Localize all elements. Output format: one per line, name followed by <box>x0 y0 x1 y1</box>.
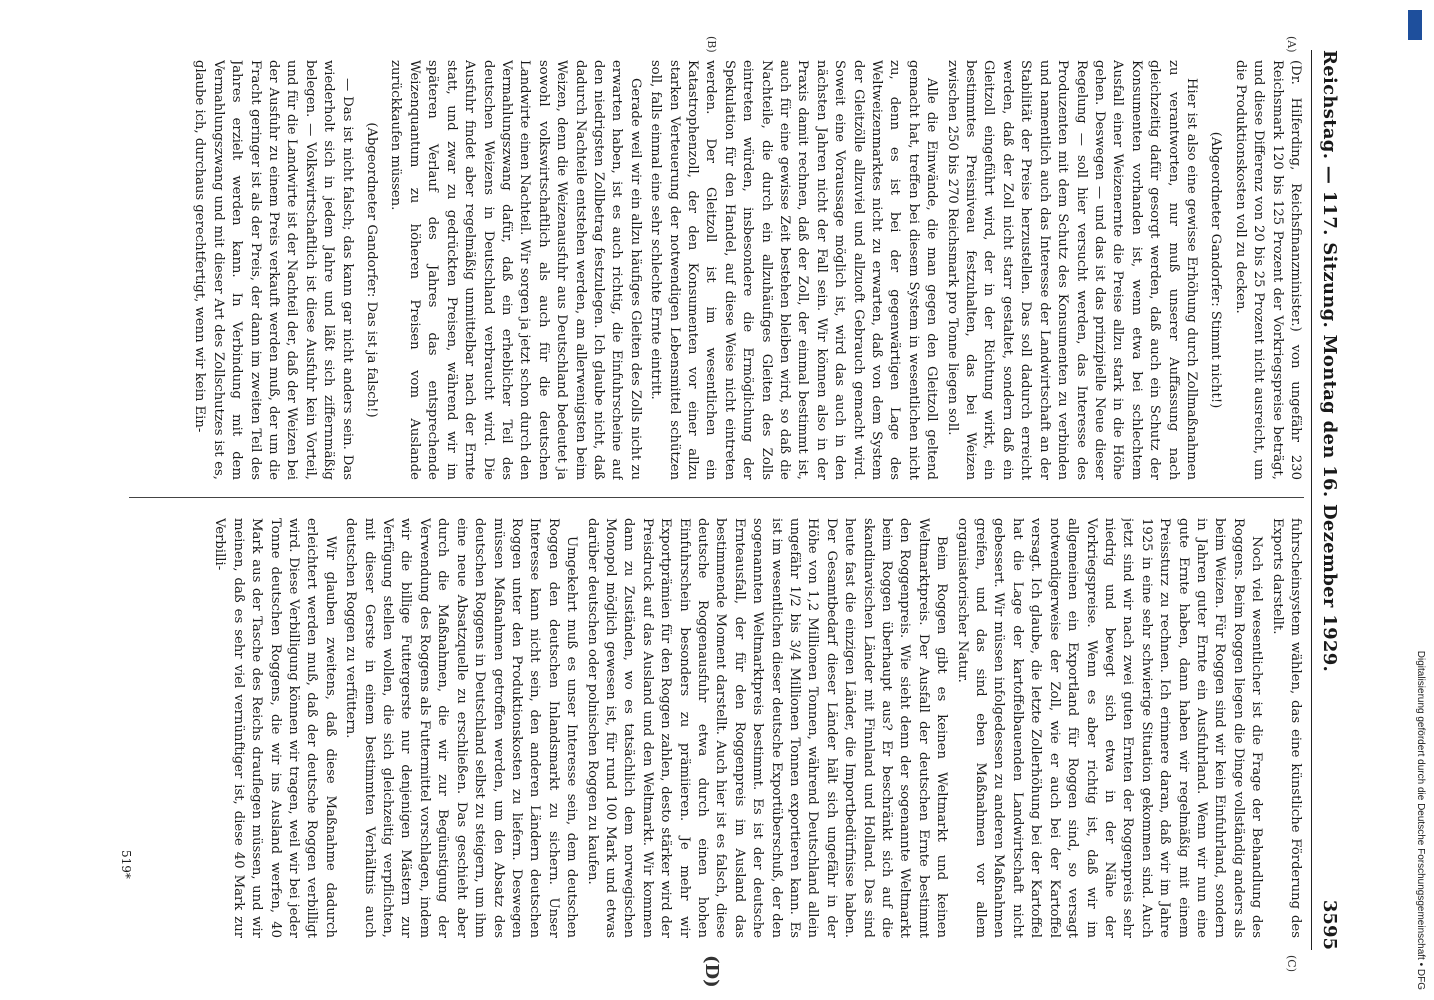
right-text-column <box>109 518 1304 938</box>
dfg-sidebar <box>1400 10 1430 990</box>
paragraph: Gerade weil wir ein allzu häufiges Gleiten des Zolls nicht zu erwarten haben, ist es auch richtig, die Einfuhrscheine auf den niedrigsten Zollbetrag festzulegen. Ich glaube nicht, daß dadurch Nachteile entstehen werden, am allerwenigsten beim Weizen, denn die Weizenausfuhr aus Deutschland bedeutet ja sowohl volkswirtschaftlich als auch für die deutschen Landwirte einen Nachteil. Wir sorgen ja jetzt schon durch den Vermahlungszwang dafür, daß ein erheblicher Teil des deutschen Weizens in Deutschland verbraucht wird. Die Ausfuhr findet aber regelmäßig unmittelbar nach der Ernte statt, und zwar zu gedrückten Preisen, während wir im späteren Verlauf des Jahres das entsprechende Weizenquantum zu höheren Preisen vom Auslande zurückkaufen müssen. <box>388 60 643 480</box>
left-text-column <box>109 60 1304 480</box>
paragraph: (Dr. Hilferding, Reichsfinanzminister.) von ungefähr 230 Reichsmark 120 bis 125 Prozent der Vorkriegspreise beträgt, und diese Differenz von 20 bis 25 Prozent nicht ausreicht, um die Produktionskosten voll zu decken. <box>1232 60 1303 480</box>
header-page-number: 3595 <box>1319 899 1340 950</box>
signature-mark: 519* <box>119 850 133 879</box>
paragraph: — Das ist nicht falsch; das kann gar nicht anders sein. Das wiederholt sich in jedem Jahre und läßt sich ziffernmäßig belegen. — Volkswirtschaftlich ist diese Ausfuhr kein Vorteil, und für die Landwirte ist der Nachteil der, daß der Weizen bei der Ausfuhr zu einem Preis verkauft werden muß, der um die Fracht geringer ist als der Preis, der dann im zweiten Teil des Jahres erzielt werden kann. In Verbindung mit dem Vermahlungszwang und mit dieser Art des Zollschutzes ist es, glaube ich, durchaus gerechtfertigt, wenn wir kein Ein- <box>192 60 355 480</box>
paragraph: fuhrscheinsystem wählen, das eine künstliche Förderung des Exports darstellt. <box>1269 518 1303 938</box>
paragraph: Umgekehrt muß es unser Interesse sein, dem deutschen Roggen den deutschen Inlandsmarkt zu sichern. Unser Interesse kann nicht sein, den anderen Ländern deutschen Roggen unter den Produktionskosten zu liefern. Deswegen müssen Maßnahmen getroffen werden, um den Absatz des deutschen Roggens in Deutschland selbst zu steigern, um ihm eine neue Absatzquelle zu erschließen. Das geschieht aber durch die Maßnahmen, die wir zur Begünstigung der Verwendung des Roggens als Futtermittel vorschlagen, indem wir die billige Futtergerste nur denjenigen Mästern zur Verfügung stellen wollen, die sich gleichzeitig verpflichten, mit dieser Gerste in einem bestimmten Verhältnis auch deutschen Roggen zu verfüttern. <box>343 518 580 938</box>
header-title: Reichstag. — 117. Sitzung. Montag den 16. Dezember 1929. <box>1319 50 1340 673</box>
margin-marker-b: (B) <box>705 36 718 53</box>
paragraph: Alle die Einwände, die man gegen den Gleitzoll geltend gemacht hat, treffen bei diesem System in wesentlichen nicht zu, denn es ist bei der gegenwärtigen Lage des Weltweizenmarktes nicht zu erwarten, daß von dem System der Gleitzölle allzuviel und allzuoft Gebrauch gemacht wird. Soweit eine Voraussage möglich ist, wird das auch in den nächsten Jahren nicht der Fall sein. Wir können also in der Praxis damit rechnen, daß der Zoll, der einmal bestimmt ist, auch für eine gewisse Zeit bestehen bleiben wird, so daß die Nachteile, die durch ein allzuhäufiges Gleiten des Zolls eintreten würden, insbesondere die Ermöglichung der Spekulation für den Handel, auf diese Weise nicht eintreten werden. Der Gleitzoll ist im wesentlichen ein Katastrophenzoll, der den Konsumenten vor einer allzu starken Verteuerung der notwendigen Lebensmittel schützen soll, falls einmal eine sehr schlechte Ernte eintritt. <box>648 60 940 480</box>
interjection: (Abgeordneter Gandorfer: Das ist ja falsch!) <box>364 122 380 418</box>
column-divider <box>129 497 1304 498</box>
paragraph: Wir glauben zweitens, daß diese Maßnahme dadurch erleichtert werden muß, daß der deutsche Roggen verbilligt wird. Diese Verbilligung können wir tragen, weil wir bei jeder Tonne deutschen Roggens, die wir ins Ausland werfen, 40 Mark aus der Tasche des Reichs drauflegen müssen, und wir meinen, daß es sehr viel vernünftiger ist, diese 40 Mark zur Verbilli- <box>212 518 338 938</box>
margin-marker-c: (C) <box>1285 955 1298 972</box>
page-header <box>1311 50 1340 950</box>
paragraph: Noch viel wesentlicher ist die Frage der Behandlung des Roggens. Beim Roggen liegen die Dinge vollständig anders als beim Weizen. Für Roggen sind wir kein Einfuhrland, sondern in Jahren guter Ernte ein Ausfuhrland. Wenn wir nun eine gute Ernte haben, dann haben wir regelmäßig mit einem Preissturz zu rechnen. Ich erinnere daran, daß wir im Jahre 1925 in eine sehr schwierige Situation gekommen sind. Auch jetzt sind wir nach zwei guten Ernten der Roggenpreis sehr niedrig und bewegt sich etwa in der Nähe der Vorkriegspreise. Wenn es aber richtig ist, daß wir im allgemeinen ein Exportland für Roggen sind, so versagt notwendigerweise der Zoll, wie er auch bei der Kartoffel versagt. Ich glaube, die letzte Zollerhöhung bei der Kartoffel hat die Lage der kartoffelbauenden Landwirtschaft nicht gebessert. Wir müssen infolgedessen zu anderen Maßnahmen greifen, und das sind eben Maßnahmen vor allem organisatorischer Natur. <box>954 518 1265 938</box>
paragraph: Hier ist also eine gewisse Erhöhung durch Zollmaßnahmen zu verantworten, nur muß unserer Auffassung nach gleichzeitig dafür gesorgt werden, daß auch ein Schutz der Konsumenten vorhanden ist, wenn etwa bei schlechtem Ausfall einer Weizenernte die Preise allzu stark in die Höhe gehen. Deswegen — und das ist das prinzipielle Neue dieser Regelung — soll hier versucht werden, das Interesse des Produzenten mit dem Schutz des Konsumenten zu verbinden und namentlich auch das Interesse der Landwirtschaft an der Stabilität der Preise herzustellen. Das soll dadurch erreicht werden, daß der Zoll nicht starr gestaltet, sondern daß ein Gleitzoll eingeführt wird, der in der Richtung wirkt, ein bestimmtes Preisniveau festzuhalten, das bei Weizen zwischen 250 bis 270 Reichsmark pro Tonne liegen soll. <box>944 60 1199 480</box>
interjection: (Abgeordneter Gandorfer: Stimmt nicht!) <box>1208 131 1224 409</box>
margin-marker-d: (D) <box>701 955 722 988</box>
margin-marker-a: (A) <box>1285 36 1298 53</box>
dfg-notice: Digitalisierung gefördert durch die Deutsche Forschungsgemeinschaft • DFG <box>1415 650 1426 990</box>
rotated-document-page <box>100 36 1340 988</box>
paragraph: Beim Roggen gibt es keinen Weltmarkt und keinen Weltmarktpreis. Der Ausfall der deutschen Ernte bestimmt den Roggenpreis. Wie sieht denn der sogenannte Weltmarkt beim Roggen überhaupt aus? Er beschränkt sich auf die skandinavischen Länder mit Finnland und Holland. Das sind heute fast die einzigen Länder, die Importbedürfnisse haben. Der Gesamtbedarf dieser Länder hält sich ungefähr in der Höhe von 1,2 Millionen Tonnen, während Deutschland allein ungefähr 1/2 bis 3/4 Millionen Tonnen exportieren kann. Es ist im wesentlichen dieser deutsche Exportüberschuß, der den sogenannten Weltmarktpreis bestimmt. Es ist der deutsche Ernteausfall, der für den Roggenpreis im Ausland das bestimmende Moment darstellt. Auch hier ist es falsch, diese deutsche Roggenausfuhr etwa durch einen hohen Einfuhrschein besonders zu prämiieren. Je mehr wir Exportprämien für den Roggen zahlen, desto stärker wird der Preisdruck auf das Ausland und den Weltmarkt. Wir kommen dann zu Zuständen, wo es tatsächlich dem norwegischen Monopol möglich gewesen ist, für rund 100 Mark und etwas darüber deutschen oder polnischen Roggen zu kaufen. <box>584 518 950 938</box>
